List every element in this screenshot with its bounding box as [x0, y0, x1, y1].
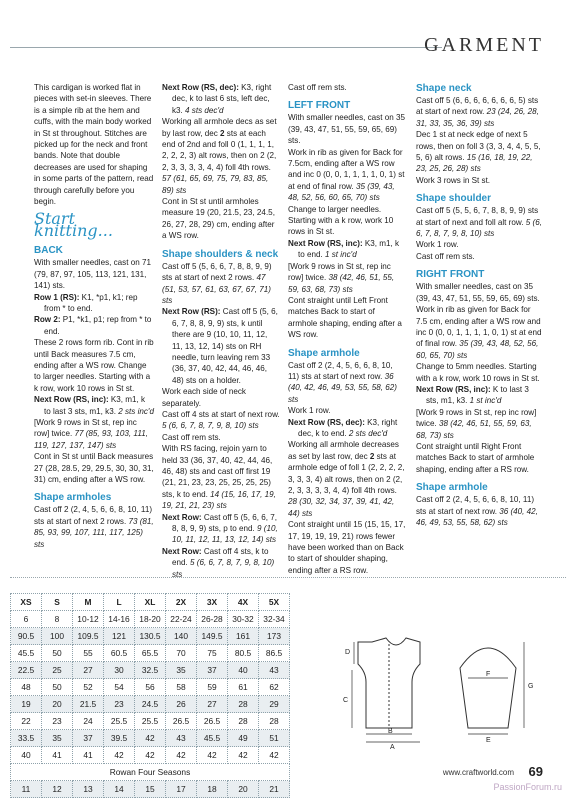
back-cast-on: With smaller needles, cast on 71 (79, 87, 97, 105, 113, 121, 131, 141) sts. [34, 258, 151, 291]
lf-next-dec: Next Row (RS, dec): K3, right dec, k to end. 2 sts dec'd [288, 417, 398, 438]
table-cell: 86.5 [259, 645, 290, 662]
table-cell: 39.5 [104, 730, 135, 747]
shape-shoulder-heading: Shape shoulder [416, 193, 492, 205]
table-cell: 62 [259, 679, 290, 696]
table-cell: 8 [42, 611, 73, 628]
sleeve-schematic [460, 648, 516, 728]
table-cell: 25.5 [104, 713, 135, 730]
work-1-row: Work 1 row. [288, 406, 331, 416]
front-schematic [358, 638, 420, 728]
label-b: B [388, 728, 393, 735]
table-cell: 42 [228, 747, 259, 764]
table-cell: 43 [166, 730, 197, 747]
table-cell: 29 [259, 696, 290, 713]
table-cell: 55 [73, 645, 104, 662]
table-cell: 6 [11, 611, 42, 628]
table-cell: 43 [259, 662, 290, 679]
table-cell: 21.5 [73, 696, 104, 713]
table-cell: 22-24 [166, 611, 197, 628]
label-e: E [486, 737, 491, 744]
table-cell: 49 [228, 730, 259, 747]
left-front-heading: LEFT FRONT [288, 100, 351, 112]
work-each-side: Work each side of neck separately. [162, 387, 246, 408]
rf-cont: Cont straight until Right Front matches Back to start of armhole shaping, ending after a RS row. [416, 441, 535, 474]
yarn-label: Rowan Four Seasons [11, 764, 290, 781]
table-cell: 20 [42, 696, 73, 713]
right-front-heading: RIGHT FRONT [416, 269, 485, 281]
table-row [11, 730, 290, 747]
table-cell: 130.5 [135, 628, 166, 645]
start-knitting-heading: Start knitting... [34, 209, 113, 240]
shape-armhole-heading: Shape armhole [288, 347, 360, 359]
back-heading: BACK [34, 245, 63, 257]
page-number: 69 [528, 764, 543, 779]
table-row [11, 679, 290, 696]
table-cell: 100 [42, 628, 73, 645]
table-cell: 5X [259, 594, 290, 611]
table-cell: 3X [197, 594, 228, 611]
table-row [11, 696, 290, 713]
table-cell: 27 [197, 696, 228, 713]
table-row [11, 611, 290, 628]
watermark: PassionForum.ru [493, 782, 562, 792]
table-cell: 54 [104, 679, 135, 696]
garment-schematic [343, 630, 538, 751]
cast-off-4: Cast off 4 sts at start of next row. 5 (6, 6, 7, 8, 7, 9, 8, 10) sts [162, 409, 280, 431]
cont-armholes: Cont in St st until armholes measure 19 (20, 21.5, 23, 24.5, 26, 27, 28, 29) cm, ending after a WS row. [162, 197, 275, 241]
table-cell: 65.5 [135, 645, 166, 662]
table-cell: 21 [259, 781, 290, 798]
table-cell: 14 [104, 781, 135, 798]
table-cell: 22.5 [11, 662, 42, 679]
rf-next-inc: Next Row (RS, inc): K to last 3 sts, m1, k3. 1 st inc'd [416, 384, 529, 406]
column-3 [288, 82, 406, 576]
table-cell: 19 [11, 696, 42, 713]
table-cell: XL [135, 594, 166, 611]
table-cell: 41 [42, 747, 73, 764]
table-cell: 42 [104, 747, 135, 764]
shoulder-cast-off: Cast off 5 (5, 6, 6, 7, 8, 8, 9, 9) sts at start of next 2 rows. 47 (51, 53, 57, 61, 63, 67, 67, 71) sts [162, 261, 272, 305]
table-header-row [11, 594, 290, 611]
lf-arm-cast: Cast off 2 (2, 4, 5, 6, 6, 8, 10, 11) sts at start of next row. 36 (40, 42, 46, 49, 53, 55, 58, 62) sts [288, 360, 397, 404]
rib-text: These 2 rows form rib. Cont in rib until Back measures 7.5 cm, ending after a WS row. Change to larger needles. Starting with a k row, work 10 rows in St st. [34, 338, 154, 393]
row2: Row 2: P1, *k1, p1; rep from * to end. [34, 315, 152, 336]
neck-dec: Dec 1 st at neck edge of next 5 rows, then on foll 3 (3, 3, 4, 4, 5, 5, 5, 6) alt rows. 15 (16, 18, 19, 22, 23, 25, 26, 28) sts [416, 130, 541, 174]
table-cell: 60.5 [104, 645, 135, 662]
next-row-2: Next Row: Cast off 5 (5, 6, 6, 7, 8, 8, 9, 9) sts, p to end. 9 (10, 10, 11, 12, 11, 13, 12, 14) sts [162, 512, 278, 545]
armholes-text: Cast off 2 (2, 4, 5, 6, 6, 8, 10, 11) sts at start of next 2 rows. 73 (81, 85, 93, 99, 107, 111, 117, 125) sts [34, 505, 154, 549]
table-cell: 30-32 [228, 611, 259, 628]
cast-off-rem: Cast off rem sts. [162, 432, 221, 442]
cont-text: Cont in St st until Back measures 27 (28, 28.5, 29, 29.5, 30, 30, 31, 31) cm, ending after a WS row. [34, 452, 154, 484]
table-row [11, 628, 290, 645]
next-row-inc: Next Row (RS, inc): K3, m1, k to last 3 sts, m1, k3. 2 sts inc'd [34, 395, 154, 416]
table-cell: 50 [42, 679, 73, 696]
table-cell: 28 [228, 696, 259, 713]
table-cell: 140 [166, 628, 197, 645]
table-cell: 27 [73, 662, 104, 679]
table-cell: 26 [166, 696, 197, 713]
column-2 [162, 82, 280, 580]
table-cell: 28 [259, 713, 290, 730]
shape-shoulders-heading: Shape shoulders & neck [162, 248, 279, 260]
lf-cont: Cont straight until Left Front matches Back to start of armhole shaping, ending after a WS row. [288, 295, 402, 340]
shape-neck-heading: Shape neck [416, 83, 472, 94]
table-cell: 32-34 [259, 611, 290, 628]
shoulder-cast: Cast off 5 (5, 5, 6, 7, 8, 8, 9, 9) sts at start of next and foll alt row. 5 (6, 6, 7, 8, 7, 9, 8, 10) sts [416, 206, 542, 239]
label-d: D [345, 649, 351, 656]
work-3-rows: Work 3 rows in St st. [416, 175, 491, 185]
table-cell: 14-16 [104, 611, 135, 628]
table-cell: 42 [259, 747, 290, 764]
table-cell: M [73, 594, 104, 611]
table-cell: 26.5 [197, 713, 228, 730]
column-4 [416, 82, 542, 528]
table-cell: 4X [228, 594, 259, 611]
row1: Row 1 (RS): K1, *p1, k1; rep from * to end. [34, 292, 138, 313]
lf-cont-until: Cont straight until 15 (15, 15, 17, 17, 19, 19, 19, 21) rows fewer have been worked than on Back to start of shoulder shaping, ending after a RS row. [288, 520, 406, 575]
rf-cast-on: With smaller needles, cast on 35 (39, 43, 47, 51, 55, 59, 65, 69) sts. [416, 282, 540, 303]
lf-change: Change to larger needles. Starting with a k row, work 10 rows in St st. [288, 204, 394, 237]
table-cell: 40 [11, 747, 42, 764]
section-divider [10, 577, 566, 578]
next-row-3: Next Row: Cast off 4 sts, k to end. 5 (6, 6, 7, 8, 7, 9, 8, 10) sts [162, 546, 275, 579]
table-cell: 13 [73, 781, 104, 798]
table-cell: 121 [104, 628, 135, 645]
table-cell: 33.5 [11, 730, 42, 747]
table-cell: 56 [135, 679, 166, 696]
label-c: C [343, 697, 349, 704]
table-cell: 173 [259, 628, 290, 645]
table-cell: 25.5 [135, 713, 166, 730]
table-cell: 52 [73, 679, 104, 696]
table-cell: 12 [42, 781, 73, 798]
table-cell: 59 [197, 679, 228, 696]
table-row [11, 645, 290, 662]
table-cell: 24 [73, 713, 104, 730]
label-g: G [528, 683, 534, 690]
table-cell: 37 [197, 662, 228, 679]
table-cell: 35 [166, 662, 197, 679]
table-cell: 35 [42, 730, 73, 747]
table-cell: 80.5 [228, 645, 259, 662]
column-1 [34, 82, 154, 550]
table-row [11, 713, 290, 730]
table-cell: 32.5 [135, 662, 166, 679]
table-cell: 161 [228, 628, 259, 645]
dimension-lines [352, 642, 524, 742]
table-cell: 23 [104, 696, 135, 713]
table-row [11, 662, 290, 679]
table-cell: 26-28 [197, 611, 228, 628]
table-cell: L [104, 594, 135, 611]
table-cell: 11 [11, 781, 42, 798]
footer-url[interactable]: www.craftworld.com [442, 768, 514, 777]
next-row-dec: Next Row (RS, dec): K3, right dec, k to last 6 sts, left dec, k3. 4 sts dec'd [162, 83, 272, 115]
shape-armholes-heading: Shape armholes [34, 492, 112, 504]
table-cell: 24.5 [135, 696, 166, 713]
table-cell: 15 [135, 781, 166, 798]
table-cell: XS [11, 594, 42, 611]
table-cell: 109.5 [73, 628, 104, 645]
table-cell: 45.5 [11, 645, 42, 662]
table-cell: 20 [228, 781, 259, 798]
table-cell: 41 [73, 747, 104, 764]
table-cell: 42 [135, 730, 166, 747]
table-cell: 42 [135, 747, 166, 764]
rs-facing: With RS facing, rejoin yarn to held 33 (36, 37, 40, 42, 44, 46, 46, 48) sts and cast off first 19 (21, 21, 23, 23, 25, 25, 25, 25) sts, k to end. 14 (15, 16, 17, 19, 19, 21, 21, 23) sts [162, 444, 276, 511]
table-cell: 51 [259, 730, 290, 747]
table-cell: 2X [166, 594, 197, 611]
table-cell: 90.5 [11, 628, 42, 645]
table-cell: S [42, 594, 73, 611]
table-cell: 70 [166, 645, 197, 662]
lf-armhole-decs: Working all armhole decreases as set by last row, dec 2 sts at armhole edge of foll 1 (2, 2, 2, 2, 3, 3, 3, 4) alt rows, then on 2 (2, 2, 3, 3, 3, 3, 4, 4) foll 4th rows. 28 (30, 32, 34, 37, 39, 41, 42, 44) sts [288, 440, 405, 518]
page-header [0, 0, 566, 64]
rf-arm-cast: Cast off 2 (2, 4, 5, 6, 6, 8, 10, 11) sts at start of next row. 36 (40, 42, 46, 49, 53, 55, 58, 62) sts [416, 495, 538, 527]
rf-rib: Work in rib as given for Back for 7.5 cm, ending after a WS row and inc 0 (0, 0, 1, 1, 1, 1, 0, 1) st at end of final row. 35 (39, 43, 48, 52, 56, 60, 65, 70) sts [416, 305, 542, 360]
label-a: A [390, 744, 395, 751]
table-cell: 26.5 [166, 713, 197, 730]
table-cell: 30 [104, 662, 135, 679]
table-cell: 48 [11, 679, 42, 696]
table-cell: 28 [228, 713, 259, 730]
cast-off-rem: Cast off rem sts. [416, 251, 475, 261]
table-cell: 50 [42, 645, 73, 662]
table-cell: 149.5 [197, 628, 228, 645]
table-cell: 42 [197, 747, 228, 764]
section-title: GARMENT [424, 34, 544, 56]
label-f: F [486, 671, 491, 678]
work-1-row: Work 1 row. [416, 240, 459, 250]
table-cell: 45.5 [197, 730, 228, 747]
page-footer [0, 760, 566, 800]
lf-rib: Work in rib as given for Back for 7.5cm, ending after a WS row and inc 0 (0, 0, 1, 1, 1, 1, 0, 1) st at end of final row. 35 (39, 43, 48, 52, 56, 60, 65, 70) sts [288, 147, 405, 203]
cast-off-rem: Cast off rem sts. [288, 83, 347, 92]
rf-work: [Work 9 rows in St st, rep inc row] twice. 38 (42, 46, 51, 55, 59, 63, 68, 73) sts [416, 407, 537, 440]
rf-shape-armhole-heading: Shape armhole [416, 482, 488, 494]
lf-next-inc: Next Row (RS, inc): K3, m1, k to end. 1 st inc'd [288, 238, 400, 260]
table-cell: 18-20 [135, 611, 166, 628]
lf-work: [Work 9 rows in St st, rep inc row] twice. 38 (42, 46, 51, 55, 59, 63, 68, 73) sts [288, 261, 395, 294]
work-rows: [Work 9 rows in St st, rep inc row] twice. 77 (85, 93, 103, 111, 119, 127, 137, 147) sts [34, 417, 148, 450]
next-row-rs: Next Row (RS): Cast off 5 (5, 6, 6, 7, 8, 8, 9, 9) sts, k until there are 9 (10, 10, 11, 12, 11, 13, 12, 14) sts on RH needle, turn leaving rem 33 (36, 37, 40, 42, 44, 46, 46, 48) sts on a holder. [162, 307, 278, 385]
table-cell: 61 [228, 679, 259, 696]
table-cell: 23 [42, 713, 73, 730]
table-cell: 58 [166, 679, 197, 696]
table-cell: 42 [166, 747, 197, 764]
intro-text: This cardigan is worked flat in pieces with set-in sleeves. There is a simple rib at the hem and cuffs, with the main body worked in St st throughout. Stitches are picked up for the neck and front bands. Note that double decreases are used for shaping in some parts of the pattern, read through carefully before you begin. [34, 83, 154, 207]
table-cell: 25 [42, 662, 73, 679]
table-cell: 22 [11, 713, 42, 730]
table-cell: 18 [197, 781, 228, 798]
neck-cast: Cast off 5 (6, 6, 6, 6, 6, 6, 6, 5) sts at start of next row. 23 (24, 26, 28, 31, 33, 35, 36, 39) sts [416, 96, 539, 128]
table-cell: 10-12 [73, 611, 104, 628]
lf-cast-on: With smaller needles, cast on 35 (39, 43, 47, 51, 55, 59, 65, 69) sts. [288, 113, 405, 146]
table-cell: 75 [197, 645, 228, 662]
armhole-decs: Working all armhole decs as set by last row, dec 2 sts at each end of 2nd and foll 0 (1, 1, 1, 1, 2, 2, 2, 3) alt rows, then on 2 (2, 2, 3, 3, 3, 3, 4, 4) foll 4th rows. 57 (61, 65, 69, 75, 79, 83, 85, 89) sts [162, 117, 277, 195]
table-cell: 17 [166, 781, 197, 798]
table-cell: 40 [228, 662, 259, 679]
header-rule [10, 47, 442, 48]
rf-change: Change to 5mm needles. Starting with a k row, work 10 rows in St st. [416, 362, 540, 383]
table-cell: 37 [73, 730, 104, 747]
